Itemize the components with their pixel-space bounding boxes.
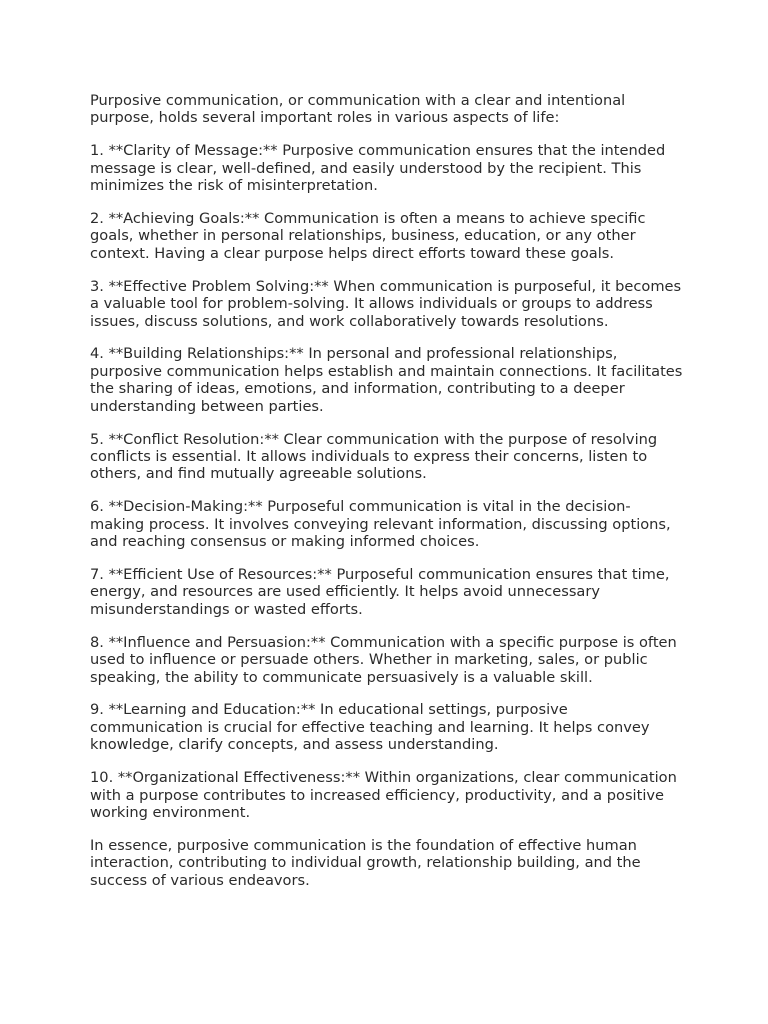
list-item-conflict-resolution: 5. **Conflict Resolution:** Clear communication with the purpose of resolving conflicts is essential. It allows individuals to express their concerns, listen to others, and find mutually agreeable solutions. [90, 430, 658, 483]
list-item-influence-and-persuasion: 8. **Influence and Persuasion:** Communication with a specific purpose is often used to influence or persuade others. Whether in marketing, sales, or public speaking, the ability to communicate persuasively is a valuable skill. [90, 633, 677, 686]
list-item-clarity-of-message: 1. **Clarity of Message:** Purposive communication ensures that the intended message is clear, well-defined, and easily understood by the recipient. This minimizes the risk of misinterpretation. [90, 142, 666, 195]
list-item-achieving-goals: 2. **Achieving Goals:** Communication is often a means to achieve specific goals, whether in personal relationships, business, education, or any other context. Having a clear purpose helps direct efforts toward these goals. [90, 210, 646, 262]
intro-paragraph: Purposive communication, or communication with a clear and intentional purpose, holds several important roles in various aspects of life: [90, 92, 626, 127]
conclusion-paragraph: In essence, purposive communication is the foundation of effective human interaction, contributing to individual growth, relationship building, and the success of various endeavors. [90, 836, 641, 889]
list-item-learning-and-education: 9. **Learning and Education:** In educational settings, purposive communication is crucial for effective teaching and learning. It helps convey knowledge, clarify concepts, and assess understanding. [90, 701, 650, 754]
list-item-effective-problem-solving: 3. **Effective Problem Solving:** When communication is purposeful, it becomes a valuable tool for problem-solving. It allows individuals or groups to address issues, discuss solutions, and work collaboratively towards resolutions. [90, 277, 682, 330]
list-item-decision-making: 6. **Decision-Making:** Purposeful communication is vital in the decision- making process. It involves conveying relevant information, discussing options, and reaching consensus or making informed choices. [90, 498, 671, 551]
list-item-building-relationships: 4. **Building Relationships:** In personal and professional relationships, purposive communication helps establish and maintain connections. It facilitates the sharing of ideas, emotions, and information, contributing to a deeper understanding between parties. [90, 345, 683, 415]
list-item-efficient-use-of-resources: 7. **Efficient Use of Resources:** Purposeful communication ensures that time, energy, and resources are used efficiently. It helps avoid unnecessary misunderstandings or wasted efforts. [90, 566, 670, 618]
list-item-organizational-effectiveness: 10. **Organizational Effectiveness:** Within organizations, clear communication with a purpose contributes to increased efficiency, productivity, and a positive working environment. [90, 769, 677, 821]
document-body [90, 92, 690, 905]
